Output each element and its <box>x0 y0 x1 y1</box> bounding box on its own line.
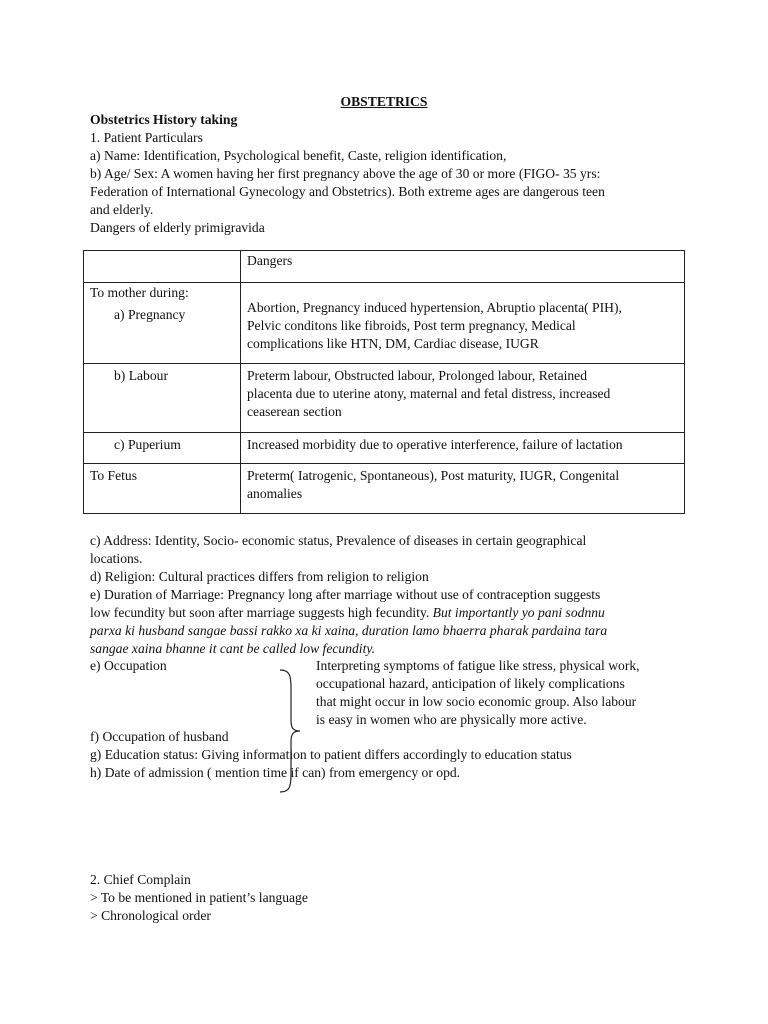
dangers-table <box>83 250 685 514</box>
fetus-label: To Fetus <box>84 464 241 514</box>
marriage-line-1: e) Duration of Marriage: Pregnancy long after marriage without use of contraception suggests <box>90 587 601 602</box>
fetus-text-1: Preterm( Iatrogenic, Spontaneous), Post maturity, IUGR, Congenital <box>247 468 620 483</box>
page-title: OBSTETRICS <box>340 94 428 109</box>
dangers-intro: Dangers of elderly primigravida <box>90 220 265 235</box>
occupation-note-1: Interpreting symptoms of fatigue like stress, physical work, <box>316 658 640 673</box>
table-cell-pregnancy <box>241 283 685 364</box>
occupation-note <box>316 657 696 729</box>
chief-complain-heading: 2. Chief Complain <box>90 872 191 887</box>
occupation-note-2: occupational hazard, anticipation of likely complications <box>316 676 625 691</box>
occupation-note-3: that might occur in low socio economic group. Also labour <box>316 694 637 709</box>
occupation-note-4: is easy in women who are physically more active. <box>316 712 587 727</box>
labour-text-2: placenta due to uterine atony, maternal and fetal distress, increased <box>247 386 611 401</box>
marriage-line-4: sangae xaina bhanne it cant be called low fecundity. <box>90 641 376 656</box>
religion-line: d) Religion: Cultural practices differs from religion to religion <box>90 569 429 584</box>
admission-line: h) Date of admission ( mention time if can) from emergency or opd. <box>90 765 461 780</box>
pregnancy-label: a) Pregnancy <box>114 307 186 322</box>
puperium-label: c) Puperium <box>84 433 241 464</box>
pregnancy-text-2: Pelvic conditons like fibroids, Post term pregnancy, Medical <box>247 318 576 333</box>
age-line-2: Federation of International Gynecology and Obstetrics). Both extreme ages are dangerous teen <box>90 184 605 199</box>
occupation-line: e) Occupation <box>90 658 167 673</box>
labour-label: b) Labour <box>84 364 241 433</box>
chief-complain-item-2: > Chronological order <box>90 908 211 923</box>
fetus-text-2: anomalies <box>247 486 303 501</box>
age-line-3: and elderly. <box>90 202 154 217</box>
pregnancy-text-1: Abortion, Pregnancy induced hypertension, Abruptio placenta( PIH), <box>247 300 622 315</box>
chief-complain-item-1: > To be mentioned in patient’s language <box>90 890 308 905</box>
marriage-line-3: parxa ki husband sangae bassi rakko xa ki xaina, duration lamo bhaerra pharak pardaina tara <box>90 623 608 638</box>
address-line-2: locations. <box>90 551 143 566</box>
table-cell-empty <box>84 251 241 283</box>
table-row <box>84 464 685 514</box>
section-heading: Obstetrics History taking <box>90 112 238 127</box>
table-header-dangers: Dangers <box>241 251 685 283</box>
table-cell-labour <box>241 364 685 433</box>
marriage-text-normal: low fecundity but soon after marriage suggests high fecundity. <box>90 605 433 620</box>
table-cell-mother <box>84 283 241 364</box>
subsection-heading: 1. Patient Particulars <box>90 130 203 145</box>
pregnancy-text-3: complications like HTN, DM, Cardiac disease, IUGR <box>247 336 539 351</box>
address-line-1: c) Address: Identity, Socio- economic status, Prevalence of diseases in certain geographical <box>90 533 587 548</box>
table-cell-fetus <box>241 464 685 514</box>
husband-occupation-line: f) Occupation of husband <box>90 729 229 744</box>
marriage-text-italic: But importantly yo pani sodnnu <box>432 605 605 620</box>
table-row <box>84 251 685 283</box>
labour-text-3: ceaserean section <box>247 404 342 419</box>
table-row <box>84 283 685 364</box>
puperium-text: Increased morbidity due to operative interference, failure of lactation <box>241 433 685 464</box>
marriage-line-2 <box>90 604 605 622</box>
mother-label: To mother during: <box>90 285 189 300</box>
education-line: g) Education status: Giving information to patient differs accordingly to education status <box>90 747 572 762</box>
name-line: a) Name: Identification, Psychological benefit, Caste, religion identification, <box>90 148 507 163</box>
table-row <box>84 433 685 464</box>
age-line-1: b) Age/ Sex: A women having her first pregnancy above the age of 30 or more (FIGO- 35 yrs: <box>90 166 601 181</box>
labour-text-1: Preterm labour, Obstructed labour, Prolonged labour, Retained <box>247 368 588 383</box>
table-row <box>84 364 685 433</box>
